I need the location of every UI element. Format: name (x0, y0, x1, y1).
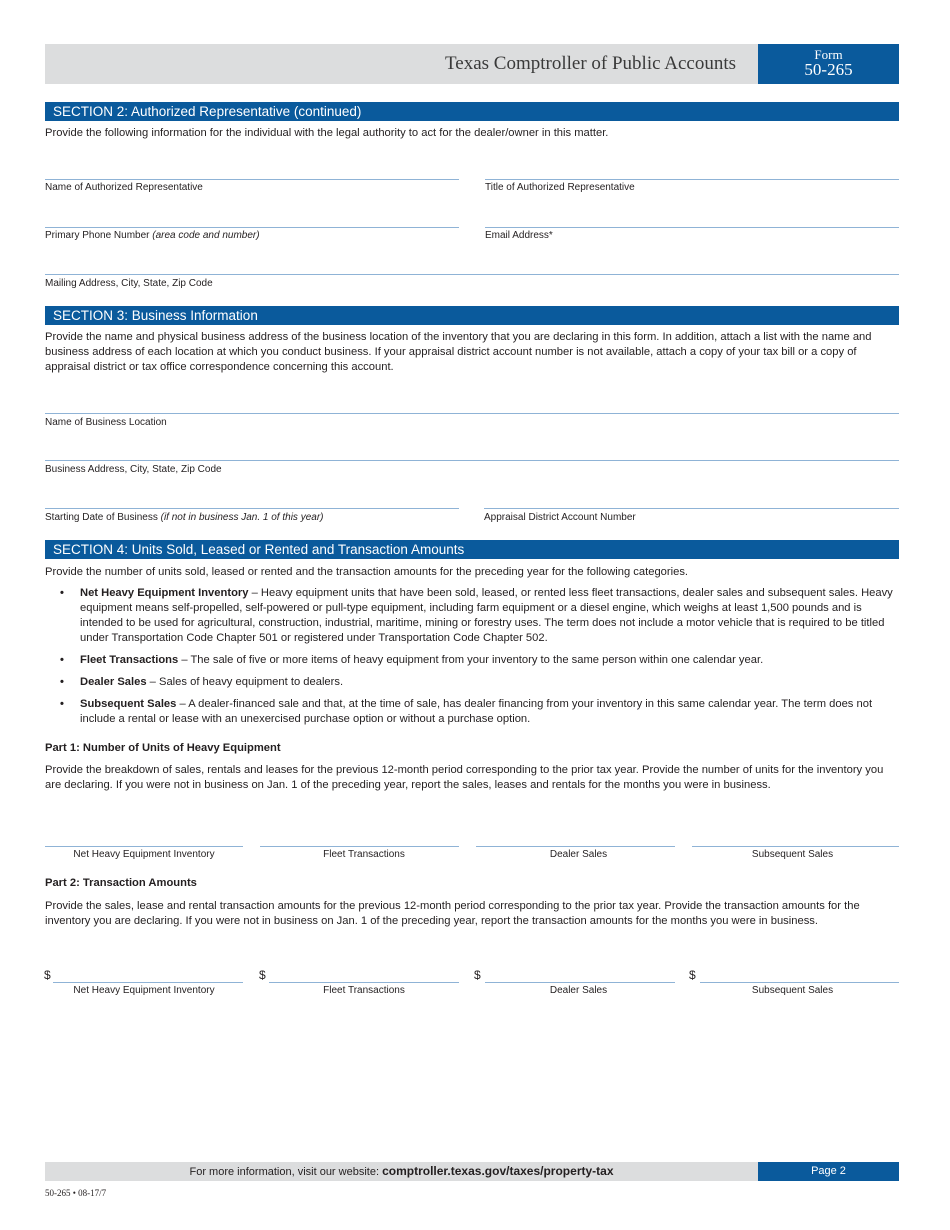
form-revision: 50-265 • 08-17/7 (45, 1188, 107, 1198)
amount-dealer-field[interactable] (485, 982, 675, 983)
agency-title: Texas Comptroller of Public Accounts (444, 53, 736, 74)
part-1-text: Provide the breakdown of sales, rentals and leases for the previous 12-month period corresponding to the prior tax year. Provide the number of units for the inventory you are declaring. If you were not in business on Jan. 1 of the preceding year, report the sales, leases and rentals for the months you were in business. (45, 764, 884, 791)
definition-item (60, 586, 900, 646)
account-number-field[interactable] (484, 508, 899, 509)
units-dealer-label: Dealer Sales (549, 849, 608, 860)
footer-bar (45, 1162, 758, 1181)
website-link[interactable]: comptroller.texas.gov/taxes/property-tax (382, 1164, 614, 1178)
amount-subsequent-field[interactable] (700, 982, 899, 983)
footer-info-text: For more information, visit our website: (189, 1166, 383, 1178)
form-label: Form (814, 47, 843, 62)
authorized-rep-title-field[interactable] (485, 179, 899, 180)
units-net-heavy-label: Net Heavy Equipment Inventory (73, 849, 215, 860)
definition-term: Fleet Transactions (80, 654, 179, 666)
units-subsequent-label: Subsequent Sales (751, 849, 834, 860)
part-1-title: Part 1: Number of Units of Heavy Equipment (45, 742, 281, 754)
definition-item (60, 675, 900, 690)
business-name-label: Name of Business Location (45, 417, 167, 428)
amount-fleet-label: Fleet Transactions (323, 985, 405, 996)
start-date-field[interactable] (45, 508, 459, 509)
definition-item (60, 653, 900, 668)
section-2-intro: Provide the following information for the individual with the legal authority to act for the dealer/owner in this matter. (45, 127, 609, 139)
start-date-label (45, 512, 323, 523)
business-address-field[interactable] (45, 460, 899, 461)
section-2-title: SECTION 2: Authorized Representative (continued) (45, 102, 899, 121)
business-address-label: Business Address, City, State, Zip Code (45, 464, 222, 475)
amount-dealer-label: Dealer Sales (549, 985, 608, 996)
dollar-sign: $ (44, 968, 51, 982)
definition-term: Net Heavy Equipment Inventory (80, 587, 249, 599)
email-label: Email Address* (485, 230, 553, 241)
start-date-label-text: Starting Date of Business (45, 512, 158, 523)
section-3-title: SECTION 3: Business Information (45, 306, 899, 325)
phone-label (45, 230, 260, 241)
units-fleet-label: Fleet Transactions (323, 849, 405, 860)
definition-item (60, 697, 900, 727)
units-net-heavy-field[interactable] (45, 846, 243, 847)
phone-label-text: Primary Phone Number (45, 230, 150, 241)
mailing-address-label: Mailing Address, City, State, Zip Code (45, 278, 213, 289)
part-2-title: Part 2: Transaction Amounts (45, 877, 197, 889)
form-number: 50-265 (804, 60, 853, 79)
phone-label-note: (area code and number) (152, 230, 260, 241)
start-date-label-note: (if not in business Jan. 1 of this year) (160, 512, 324, 523)
dollar-sign: $ (689, 968, 696, 982)
form-number-box (758, 44, 899, 84)
authorized-rep-name-label: Name of Authorized Representative (45, 182, 203, 193)
amount-net-heavy-label: Net Heavy Equipment Inventory (73, 985, 215, 996)
authorized-rep-title-label: Title of Authorized Representative (485, 182, 635, 193)
amount-fleet-field[interactable] (269, 982, 459, 983)
page-number: Page 2 (758, 1162, 899, 1181)
header-bar (45, 44, 758, 84)
units-fleet-field[interactable] (260, 846, 459, 847)
business-name-field[interactable] (45, 413, 899, 414)
authorized-rep-name-field[interactable] (45, 179, 459, 180)
units-subsequent-field[interactable] (692, 846, 899, 847)
amount-net-heavy-field[interactable] (53, 982, 243, 983)
definitions-list (60, 586, 900, 734)
mailing-address-field[interactable] (45, 274, 899, 275)
email-field[interactable] (485, 227, 899, 228)
definition-text: – Sales of heavy equipment to dealers. (146, 676, 344, 688)
definition-term: Subsequent Sales (80, 698, 177, 710)
section-3-intro: Provide the name and physical business address of the business location of the inventory that you are declaring in this form. In addition, attach a list with the name and business address of each location at which you conduct business. If your appraisal district account number is not available, attach a copy of your tax bill or a copy of appraisal district or tax office correspondence concerning this account. (45, 331, 872, 373)
definition-term: Dealer Sales (80, 676, 147, 688)
definition-text: – A dealer-financed sale and that, at the time of sale, has dealer financing from your inventory in this same calendar year. The term does not include a rental or lease with an unexercised purchase option or without a purchase option. (80, 698, 873, 725)
units-dealer-field[interactable] (476, 846, 675, 847)
account-number-label: Appraisal District Account Number (484, 512, 636, 523)
definition-text: – Heavy equipment units that have been sold, leased, or rented less fleet transactions, dealer sales and subsequent sales. Heavy equipment means self-propelled, self-powered or pull-type equipment, including farm equipment or a diesel engine, which weighs at least 1,500 pounds and is intended to be used for agricultural, construction, industrial, maritime, mining or forestry uses. The term does not include a motor vehicle that is required to be titled under Transportation Code Chapter 501 or registered under Transportation Code Chapter 502. (80, 587, 893, 644)
section-4-title: SECTION 4: Units Sold, Leased or Rented and Transaction Amounts (45, 540, 899, 559)
amount-subsequent-label: Subsequent Sales (751, 985, 834, 996)
phone-field[interactable] (45, 227, 459, 228)
section-4-intro: Provide the number of units sold, leased or rented and the transaction amounts for the preceding year for the following categories. (45, 566, 689, 578)
part-2-text: Provide the sales, lease and rental transaction amounts for the previous 12-month period corresponding to the prior tax year. Provide the transaction amounts for the inventory you are declaring. If you were not in business on Jan. 1 of the preceding year, report the transaction amounts for the months you were in business. (45, 900, 860, 927)
dollar-sign: $ (259, 968, 266, 982)
definition-text: – The sale of five or more items of heavy equipment from your inventory to the same person within one calendar year. (178, 654, 764, 666)
dollar-sign: $ (474, 968, 481, 982)
